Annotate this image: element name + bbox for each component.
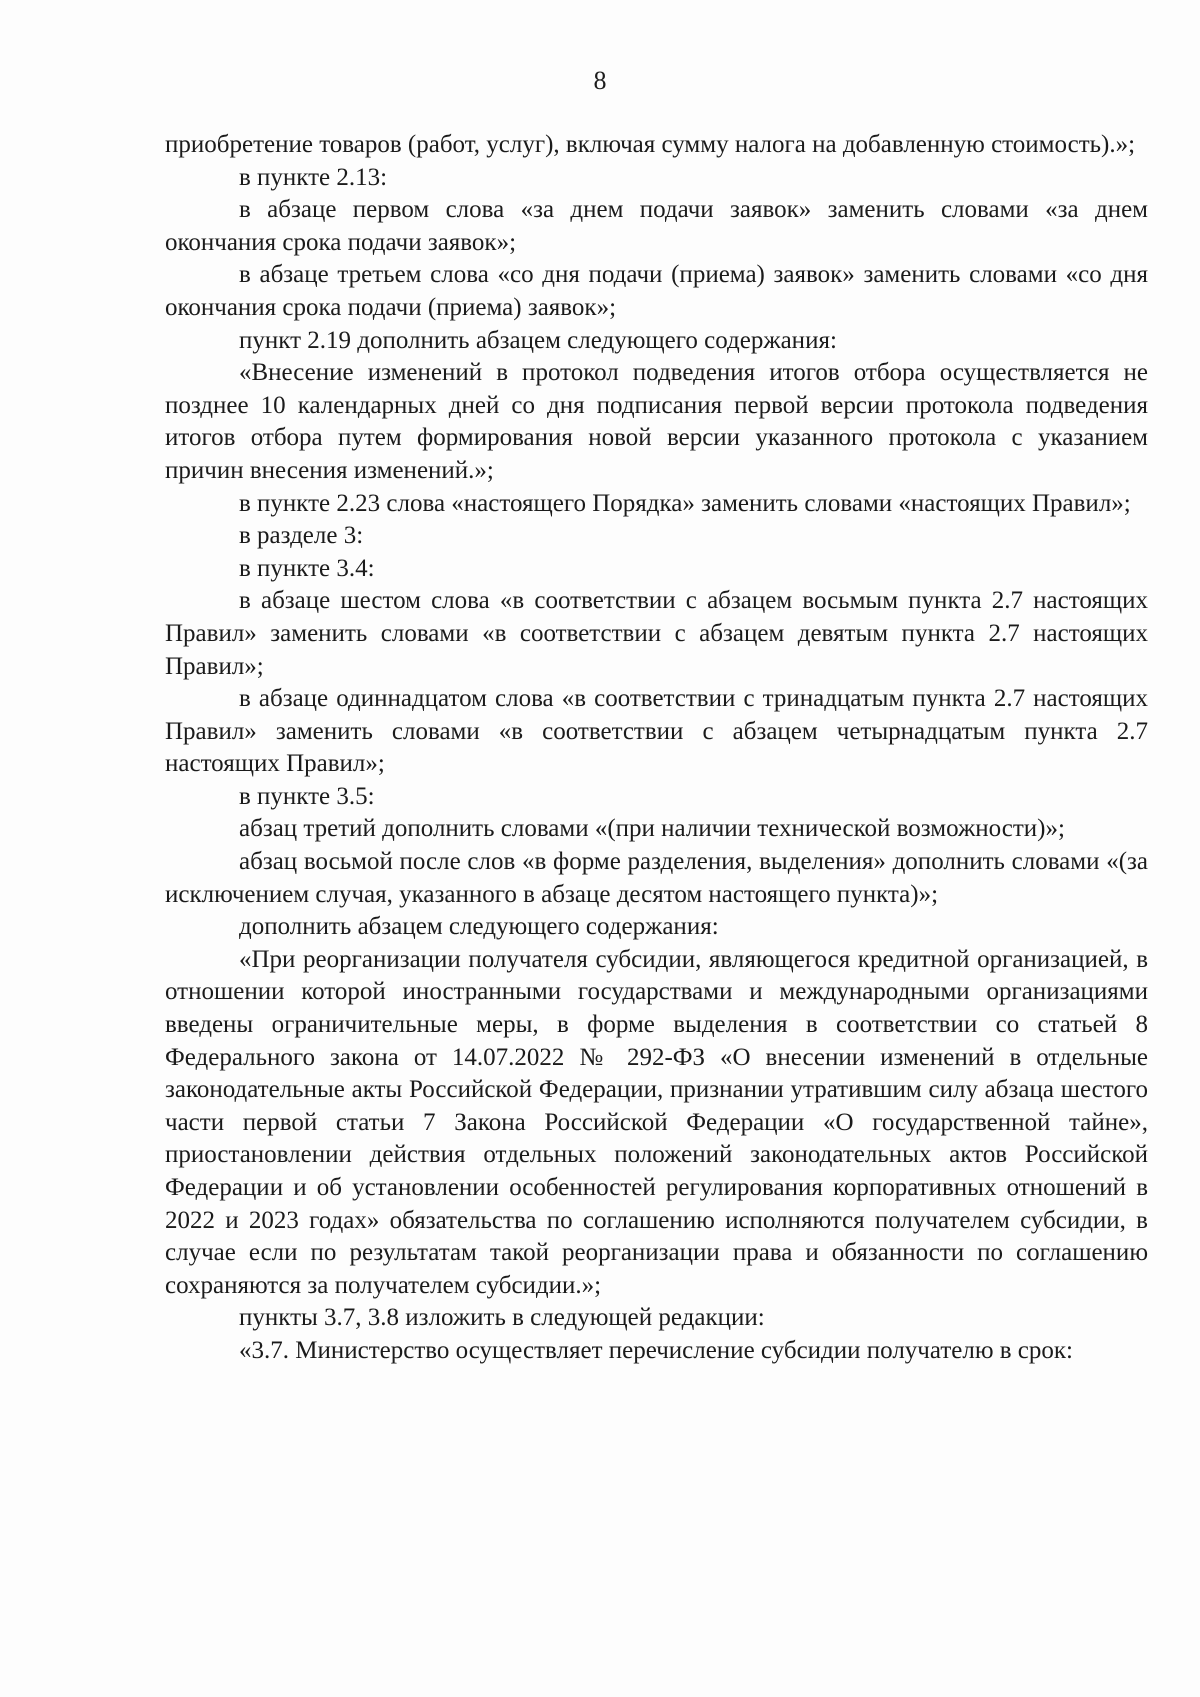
paragraph: приобретение товаров (работ, услуг), включая сумму налога на добавленную стоимость).»; [165,131,1136,158]
paragraph: абзац восьмой после слов «в форме разделения, выделения» дополнить словами «(за исключением случая, указанного в абзаце десятом настоящего пункта)»; [165,848,1148,908]
paragraph: пункты 3.7, 3.8 изложить в следующей редакции: [239,1304,765,1332]
paragraph: в разделе 3: [239,522,364,550]
paragraph: абзац третий дополнить словами «(при наличии технической возможности)»; [239,815,1065,843]
paragraph: «Внесение изменений в протокол подведения итогов отбора осуществляется не позднее 10 календарных дней со дня подписания первой версии протокола подведения итогов отбора путем формирования новой версии указанного протокола с указанием причин внесения изменений.»; [165,359,1148,484]
paragraph: в пункте 2.23 слова «настоящего Порядка» заменить словами «настоящих Правил»; [239,489,1131,517]
paragraph: в абзаце первом слова «за днем подачи заявок» заменить словами «за днем окончания срока подачи заявок»; [165,196,1148,256]
paragraph: в абзаце третьем слова «со дня подачи (приема) заявок» заменить словами «со дня окончания срока подачи (приема) заявок»; [165,261,1148,321]
paragraph: в пункте 3.5: [239,782,375,810]
paragraph: в абзаце одиннадцатом слова «в соответствии с тринадцатым пункта 2.7 настоящих Правил» заменить словами «в соответствии с абзацем четырнадцатым пункта 2.7 настоящих Правил»; [165,685,1148,778]
page-number: 8 [593,66,607,95]
paragraph: в пункте 2.13: [239,163,388,191]
document-body [165,129,1148,1368]
paragraph: «3.7. Министерство осуществляет перечисление субсидии получателю в срок: [239,1336,1073,1364]
paragraph: в абзаце шестом слова «в соответствии с абзацем восьмым пункта 2.7 настоящих Правил» заменить словами «в соответствии с абзацем девятым пункта 2.7 настоящих Правил»; [165,587,1148,680]
paragraph: в пункте 3.4: [239,554,375,582]
paragraph: дополнить абзацем следующего содержания: [239,913,719,941]
paragraph: пункт 2.19 дополнить абзацем следующего содержания: [239,326,837,354]
paragraph: «При реорганизации получателя субсидии, являющегося кредитной организацией, в отношении которой иностранными государствами и международными организациями введены ограничительные меры, в форме выделения в соответствии со статьей 8 Федерального закона от 14.07.2022 № 292-ФЗ «О внесении изменений в отдельные законодательные акты Российской Федерации, признании утратившим силу абзаца шестого части первой статьи 7 Закона Российской Федерации «О государственной тайне», приостановлении действия отдельных положений законодательных актов Российской Федерации и об установлении особенностей регулирования корпоративных отношений в 2022 и 2023 годах» обязательства по соглашению исполняются получателем субсидии, в случае если по результатам такой реорганизации права и обязанности по соглашению сохраняются за получателем субсидии.»; [165,945,1148,1299]
